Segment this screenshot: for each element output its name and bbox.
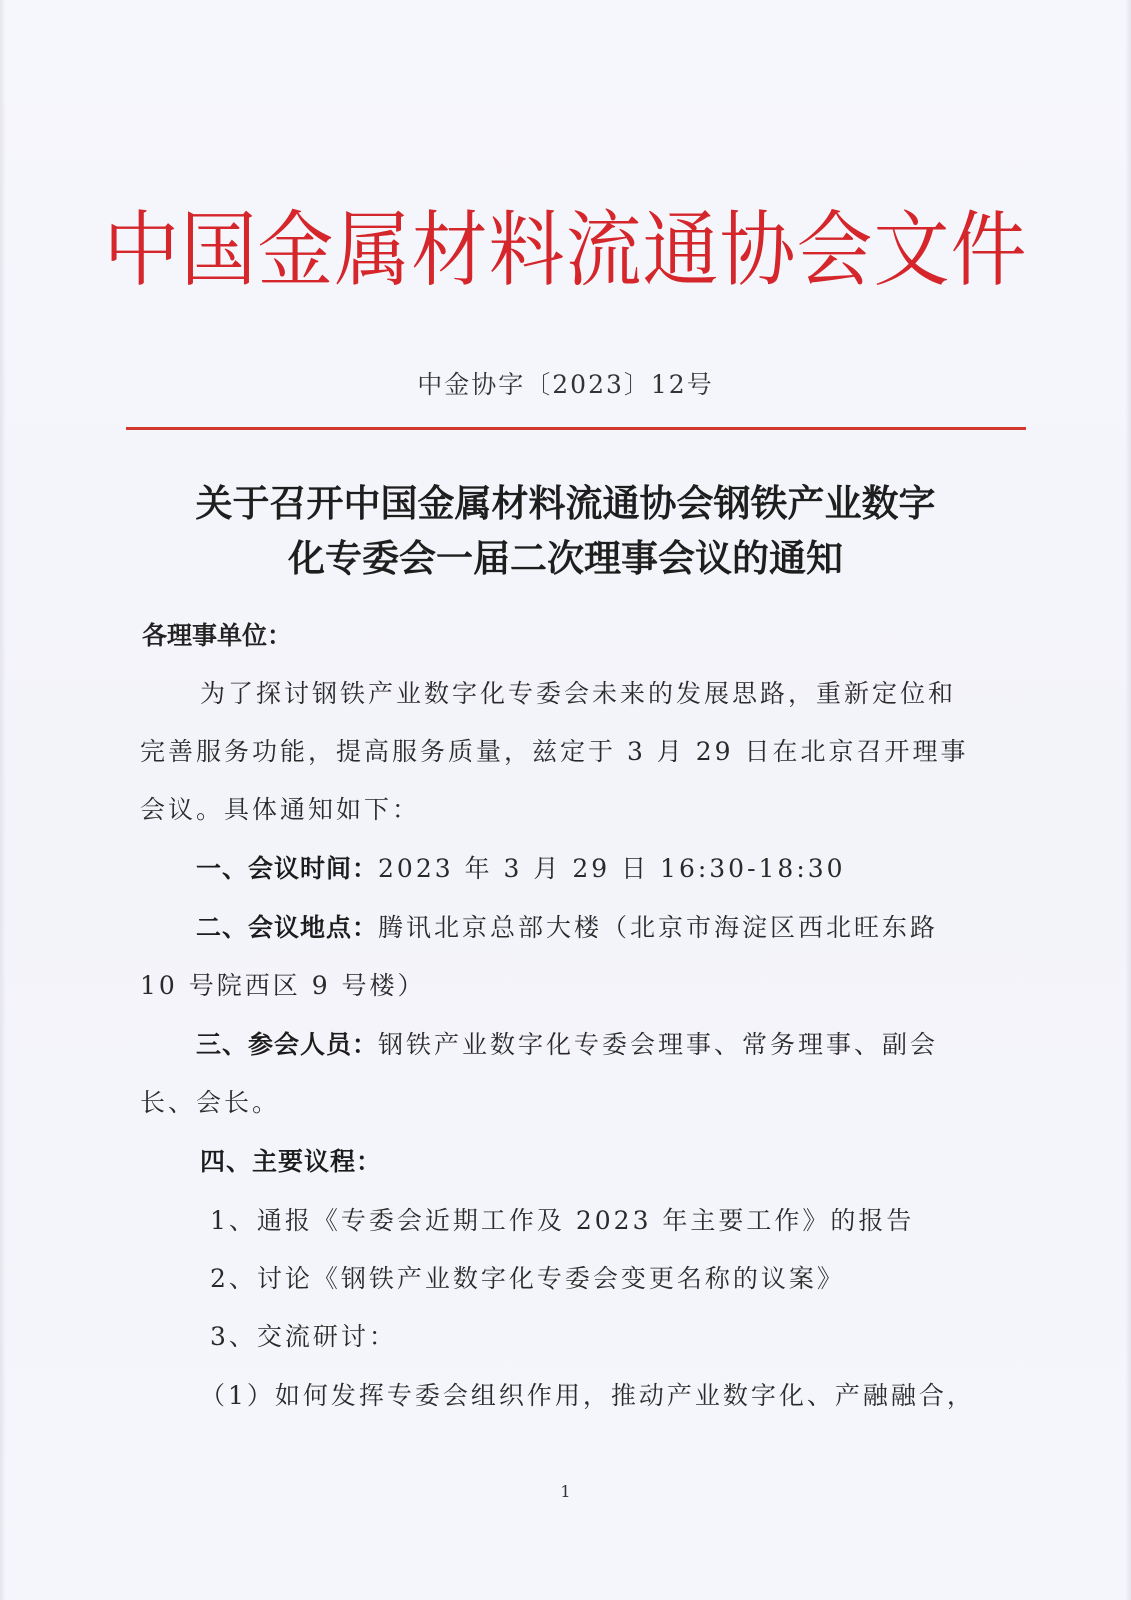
section-meeting-location	[196, 911, 938, 945]
intro-line-2: 完善服务功能，提高服务质量，兹定于 3 月 29 日在北京召开理事	[140, 737, 969, 766]
intro-line-1: 为了探讨钢铁产业数字化专委会未来的发展思路，重新定位和	[200, 679, 957, 708]
agenda-subitem-1: （1）如何发挥专委会组织作用，推动产业数字化、产融融合，	[200, 1381, 975, 1410]
section-heading-location: 二、会议地点：	[196, 913, 379, 942]
attendees-value-2: 长、会长。	[140, 1088, 281, 1117]
section-heading-agenda: 四、主要议程：	[200, 1147, 383, 1176]
document-masthead: 中国金属材料流通协会文件	[103, 201, 1028, 298]
intro-line-3: 会议。具体通知如下：	[140, 795, 421, 824]
agenda-item-1: 1、通报《专委会近期工作及 2023 年主要工作》的报告	[210, 1206, 915, 1235]
meeting-time-value: 2023 年 3 月 29 日 16:30-18:30	[378, 854, 846, 883]
attendees-value-1: 钢铁产业数字化专委会理事、常务理事、副会	[378, 1030, 939, 1059]
section-meeting-time	[196, 852, 846, 886]
document-number: 中金协字〔2023〕12号	[417, 370, 714, 399]
title-line-2: 化专委会一届二次理事会议的通知	[288, 537, 843, 580]
section-heading-time: 一、会议时间：	[196, 854, 379, 883]
section-agenda	[200, 1145, 382, 1179]
salutation: 各理事单位：	[142, 621, 293, 650]
meeting-location-value-2: 10 号院西区 9 号楼）	[140, 971, 426, 1000]
document-title	[0, 476, 1131, 586]
agenda-item-3: 3、交流研讨：	[210, 1322, 397, 1351]
section-heading-attendees: 三、参会人员：	[196, 1030, 379, 1059]
page-number: 1	[560, 1482, 571, 1501]
red-divider	[126, 427, 1026, 430]
meeting-location-value-1: 腾讯北京总部大楼（北京市海淀区西北旺东路	[378, 913, 939, 942]
title-line-1: 关于召开中国金属材料流通协会钢铁产业数字	[195, 482, 936, 525]
agenda-item-2: 2、讨论《钢铁产业数字化专委会变更名称的议案》	[210, 1264, 845, 1293]
section-attendees	[196, 1028, 938, 1062]
